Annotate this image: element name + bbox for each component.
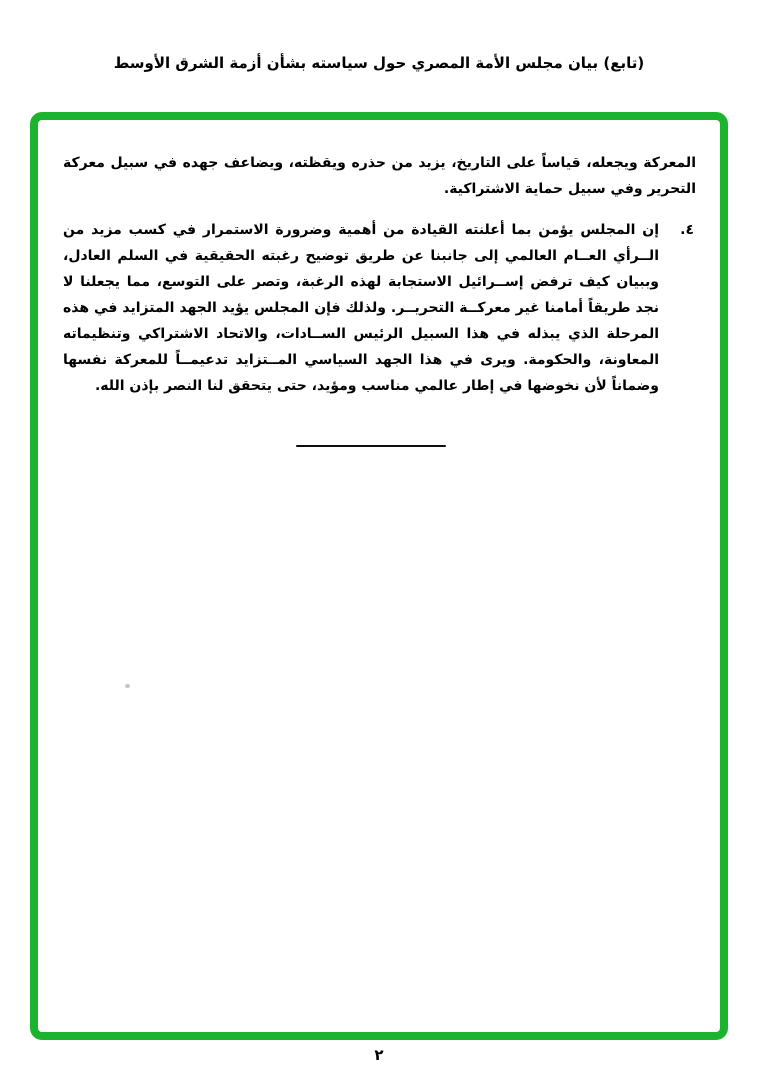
document-body	[63, 150, 696, 447]
scan-artifact-speck	[125, 684, 130, 688]
item-text: إن المجلس يؤمن بما أعلنته القيادة من أهمية وضرورة الاستمرار في كسب مزيد من الــرأي العــام العالمي إلى جانبنا عن طريق توضيح رغبته الحقيقية في السلم العادل، وببيان كيف ترفض إســرائيل الاستجابة لهذه الرغبة، وتصر على التوسع، مما يجعلنا لا نجد طريقاً أمامنا غير معركــة التحريــر. ولذلك فإن المجلس يؤيد الجهد المتزايد في هذه المرحلة الذي يبذله في هذا السبيل الرئيس الســادات، والاتحاد الاشتراكي وتنظيماته المعاونة، والحكومة. ويرى في هذا الجهد السياسي المــتزايد تدعيمــاً للمعركة نفسها وضماناً لأن نخوضها في إطار عالمي مناسب ومؤيد، حتى يتحقق لنا النصر بإذن الله.	[63, 222, 659, 394]
item-number: ٤.	[680, 222, 694, 238]
document-border-frame	[30, 112, 728, 1040]
section-divider	[296, 445, 446, 447]
page-title: (تابع) بيان مجلس الأمة المصري حول سياسته بشأن أزمة الشرق الأوسط	[113, 54, 645, 72]
continuation-paragraph: المعركة ويجعله، قياساً على التاريخ، يزيد من حذره ويقظته، ويضاعف جهده في سبيل معركة التحرير وفي سبيل حماية الاشتراكية.	[63, 155, 696, 197]
page-number: ٢	[374, 1046, 384, 1064]
numbered-item-4	[63, 217, 696, 399]
